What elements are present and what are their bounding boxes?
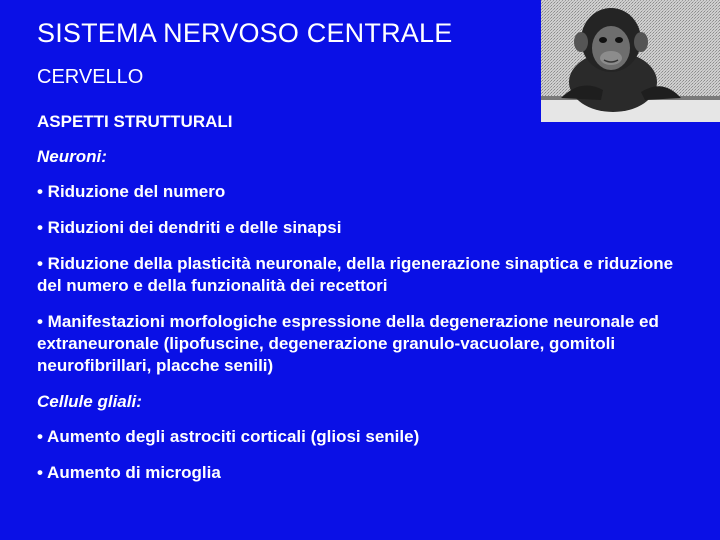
slide-body — [37, 146, 687, 498]
bullet-item: • Riduzioni dei dendriti e delle sinapsi — [37, 218, 342, 237]
bullet-item: • Aumento degli astrociti corticali (gliosi senile) — [37, 427, 420, 446]
chimpanzee-photo — [541, 0, 720, 122]
group-heading-neurons: Neuroni: — [37, 147, 107, 166]
chimpanzee-icon — [541, 0, 720, 122]
slide-subtitle: CERVELLO — [37, 66, 144, 88]
bullet-item: • Manifestazioni morfologiche espressione della degenerazione neuronale ed extraneuronale (lipofuscine, degenerazione granulo-vacuolare, gomitoli neurofibrillari, placche senili) — [37, 312, 659, 375]
bullet-item: • Riduzione del numero — [37, 182, 226, 201]
slide-title: SISTEMA NERVOSO CENTRALE — [37, 18, 453, 48]
group-heading-glial-cells: Cellule gliali: — [37, 392, 142, 411]
section-heading: ASPETTI STRUTTURALI — [37, 112, 233, 131]
bullet-item: • Aumento di microglia — [37, 463, 221, 482]
bullet-item: • Riduzione della plasticità neuronale, della rigenerazione sinaptica e riduzione del numero e della funzionalità dei recettori — [37, 254, 674, 295]
